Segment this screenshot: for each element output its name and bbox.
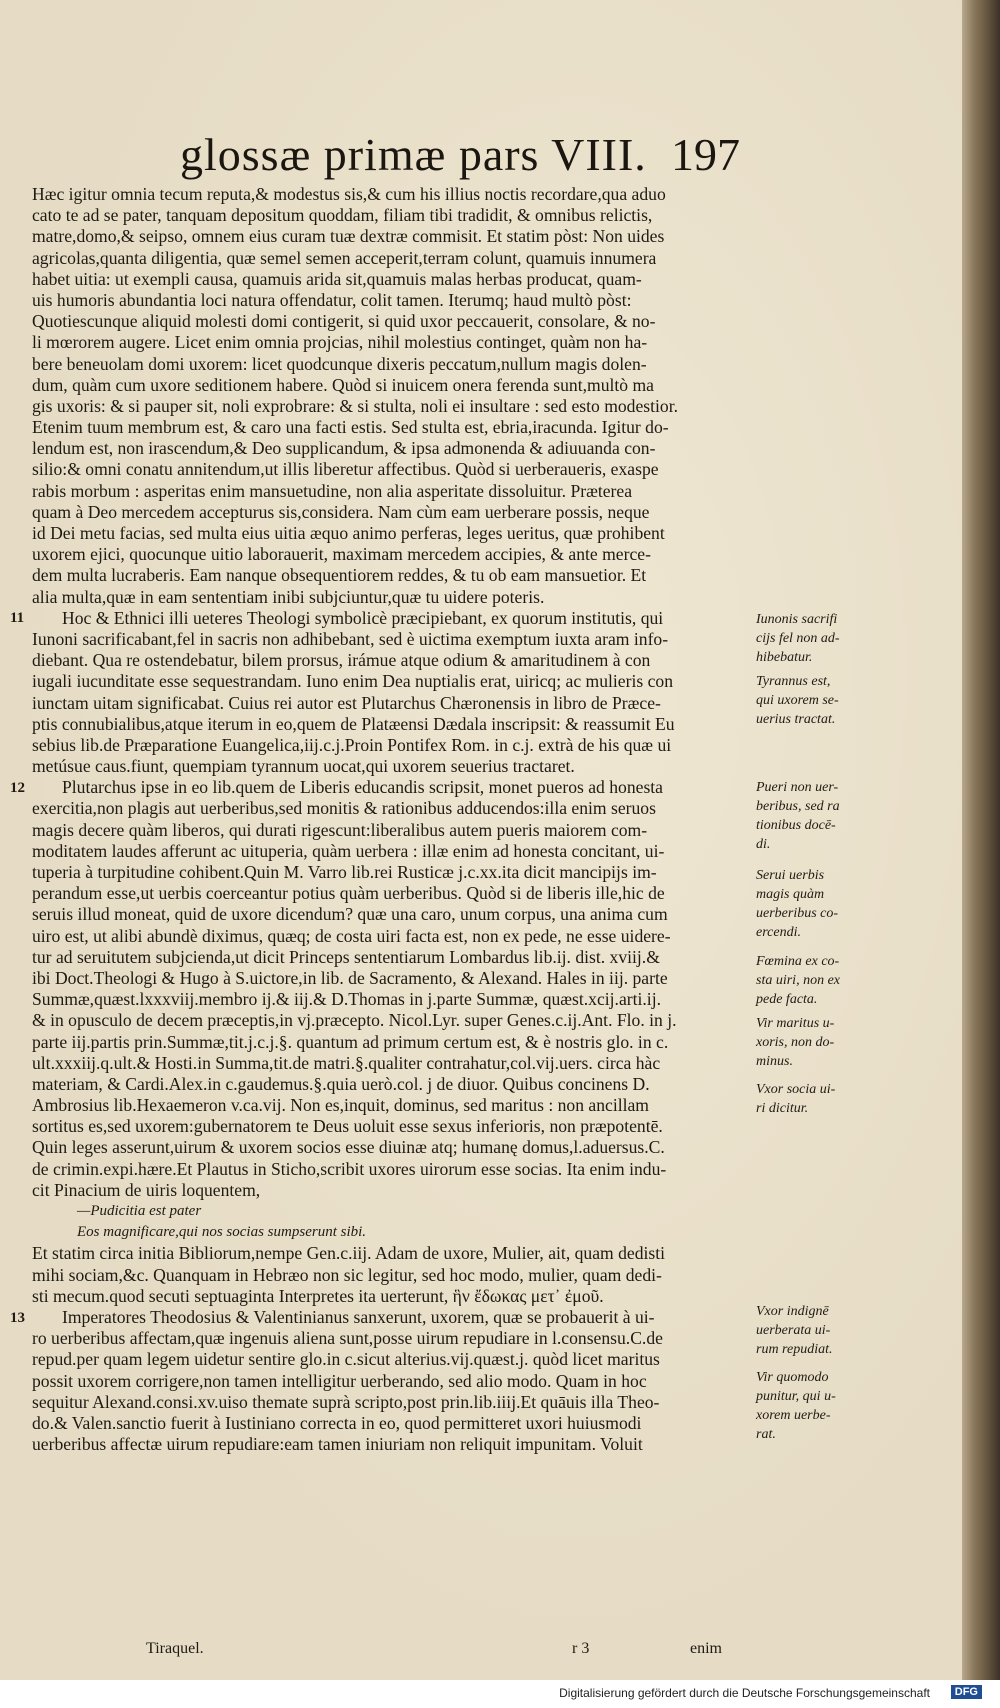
margin-note-line: Serui uerbis [756, 868, 825, 883]
margin-note [756, 778, 856, 854]
text-line: possit uxorem corrigere,non tamen intelligitur uerberando, sed alio modo. Quam in hoc [32, 1370, 647, 1391]
text-line: Eos magnificare,qui nos socias sumpserunt sibi. [77, 1224, 367, 1241]
credit-text: Digitalisierung gefördert durch die Deutsche Forschungsgemeinschaft [559, 1686, 930, 1700]
margin-note-line: Fœmina ex co- [756, 954, 840, 969]
text-line: Hoc & Ethnici illi ueteres Theologi symbolicè præcipiebant, ex quorum institutis, qui [62, 607, 664, 628]
margin-note [756, 1080, 856, 1118]
text-line: Plutarchus ipse in eo lib.quem de Liberis educandis scripsit, monet pueros ad honesta [62, 777, 663, 798]
margin-note-line: rum repudiat. [756, 1342, 833, 1357]
margin-note [756, 1014, 856, 1071]
catchword: enim [690, 1640, 722, 1657]
text-line: Summæ,quæst.lxxxviij.membro ij.& iij.& D.Thomas in j.parte Summæ, quæst.xcij.arti.ij. [32, 989, 661, 1010]
gathering-mark: r 3 [572, 1640, 590, 1657]
margin-note-line: rat. [756, 1427, 776, 1442]
margin-note-line: minus. [756, 1054, 793, 1069]
margin-note-line: di. [756, 837, 771, 852]
margin-note-line: xorem uerbe- [756, 1408, 831, 1423]
margin-note [756, 866, 856, 942]
text-line: Quotiescunque aliquid molesti domi contigerit, si quid uxor peccauerit, consolare, & no- [32, 311, 656, 332]
text-line: ibi Doct.Theologi & Hugo à S.uictore,in lib. de Sacramento, & Alexand. Hales in iij. parte [32, 967, 668, 988]
paragraph-number: 12 [10, 779, 25, 796]
margin-note [756, 672, 856, 729]
page-header [180, 128, 740, 182]
margin-note-line: Iunonis sacrifi [756, 612, 838, 627]
text-line: dum, quàm cum uxore seditionem habere. Quòd si inuicem onera ferenda sunt,multò ma [32, 374, 654, 395]
margin-note-line: magis quàm [756, 887, 825, 902]
margin-note-line: hibebatur. [756, 650, 813, 665]
margin-note [756, 610, 856, 667]
text-line: parte iij.partis prin.Summæ,tit.j.c.j.§. quantum ad primum certum est, & è nostris glo. in c. [32, 1031, 669, 1052]
text-line: bere beneuolam domi uxorem: licet quodcunque dixeris peccatum,nullum magis dolen- [32, 353, 647, 374]
text-line: de crimin.expi.hære.Et Plautus in Sticho,scribit uxores uirorum esse socias. Ita enim indu- [32, 1158, 667, 1179]
paragraph-number: 11 [10, 610, 25, 626]
margin-note-line: Tyrannus est, [756, 674, 831, 689]
text-line: Imperatores Theodosius & Valentinianus sanxerunt, uxorem, quæ se probauerit à ui- [62, 1306, 655, 1327]
margin-note-line: uerberata ui- [756, 1323, 831, 1338]
text-line: sti mecum.quod secuti septuaginta Interpretes ita uerterunt, ἣν ἔδωκας μετ᾽ ἐμοῦ. [32, 1285, 604, 1306]
text-line: Etenim tuum membrum est, & caro una facti estis. Sed stulta est, ebria,iracunda. Igitur do- [32, 417, 669, 438]
text-line: tur ad seruitutem subjcienda,ut dicit Princeps sententiarum Lombardus lib.ij. dist. xviij.& [32, 946, 660, 967]
page-edge-shadow [962, 0, 1000, 1680]
text-line: iugali iucunditate esse sequestrandam. Iuno enim Dea nuptialis erat, uiricq; ac mulieris con [32, 671, 673, 692]
margin-note-line: Vir quomodo [756, 1370, 829, 1385]
text-line: agricolas,quanta diligentia, quæ semel semen acceperit,terram colunt, quamuis innumera [32, 247, 657, 268]
text-line: li mœrorem augere. Licet enim omnia projcias, nihil molestius continget, quàm non ha- [32, 332, 648, 353]
margin-note-line: Vxor indignē [756, 1304, 829, 1319]
text-line: ult.xxxiij.q.ult.& Hosti.in Summa,tit.de matri.§.qualiter contrahatur,col.vij.uers. circa hàc [32, 1052, 661, 1073]
text-line: perandum esse,ut uerbis coerceantur potius quàm uerberibus. Quòd si de liberis ille,hic de [32, 883, 665, 904]
margin-note-line: ercendi. [756, 925, 801, 940]
text-line: Et statim circa initia Bibliorum,nempe Gen.c.iij. Adam de uxore, Mulier, ait, quam dedisti [32, 1243, 666, 1264]
text-line: Ambrosius lib.Hexaemeron v.ca.vij. Non es,inquit, dominus, sed maritus : non ancillam [32, 1095, 649, 1116]
text-line: gis uxoris: & si pauper sit, noli exprobrare: & si stulta, noli ei insultare : sed esto modestior. [32, 395, 678, 416]
margin-note-line: beribus, sed ra [756, 799, 840, 814]
margin-note [756, 952, 856, 1009]
text-line: rabis morbum : asperitas enim mansuetudine, non alia asperitate dissoluitur. Præterea [32, 480, 632, 501]
text-line: diebant. Qua re ostendebatur, bilem prorsus, irámue atque odium & amaritudinem à con [32, 650, 651, 671]
margin-note [756, 1368, 856, 1444]
text-line: do.& Valen.sanctio fuerit à Iustiniano correcta in eo, quod permitteret uxori huiusmodi [32, 1412, 642, 1433]
margin-note-line: punitur, qui u- [756, 1389, 836, 1404]
text-line: id Dei metu facias, sed multa eius uitia æquo animo perferas, leges ueritus, quæ prohibent [32, 523, 665, 543]
text-line: uerberibus affectæ uirum repudiare:eam tamen iniuriam non reliquit impunitam. Voluit [32, 1434, 643, 1455]
text-line: silio:& omni conatu annitendum,ut illis liberetur affectibus. Quòd si uerberaueris, exaspe [32, 459, 659, 480]
margin-note-line: qui uxorem se- [756, 693, 839, 708]
text-line: materiam, & Cardi.Alex.in c.gaudemus.§.quia uerò.col. j de diuor. Quibus concinens D. [32, 1073, 650, 1094]
text-line: uiro est, ut alibi abundè diximus, quæq; de costa uiri facta est, non ex pede, ne esse uidere- [32, 925, 671, 946]
text-line: sebius lib.de Præparatione Euangelica,iij.c.j.Proin Pontifex Rom. in c.j. extrà de his quæ ui [32, 734, 672, 755]
margin-note-line: Pueri non uer- [756, 780, 839, 795]
margin-note-line: uerberibus co- [756, 906, 839, 921]
text-line: iunctam uitam significabat. Cuius rei autor est Plutarchus Chæronensis in libro de Præce- [32, 692, 661, 713]
margin-note-line: Vxor socia ui- [756, 1082, 836, 1097]
text-line: tuperia à turpitudine cohibent.Quin M. Varro lib.rei Rusticæ j.c.xx.ita dicit mancipijs im- [32, 862, 657, 882]
text-line: dem multa lucraberis. Eam nanque obsequentiorem reddes, & tu ob eam mansuetior. Et [32, 565, 647, 586]
text-line: ro uerberibus affectam,quæ ingenuis aliena sunt,posse uirum repudiare in l.consensu.C.de [32, 1328, 663, 1349]
text-line: repud.per quam legem uidetur sentire glo.in c.sicut alterius.vij.quæst.j. quòd licet maritus [32, 1349, 660, 1370]
digitization-credit-bar [0, 1680, 1000, 1708]
margin-note-line: xoris, non do- [756, 1035, 835, 1050]
margin-note-line: Vir maritus u- [756, 1016, 835, 1031]
text-line: —Pudicitia est pater [77, 1203, 202, 1219]
paragraph-number: 13 [10, 1309, 25, 1326]
text-line: ptis connubialibus,atque iterum in eo,quem de Platæensi Dædala inscripsit: & reassumit Eu [32, 713, 675, 734]
margin-note-line: cijs fel non ad- [756, 631, 840, 646]
text-line: & in opusculo de decem præceptis,in vj.præcepto. Nicol.Lyr. super Genes.c.ij.Ant. Flo. in j. [32, 1010, 677, 1031]
margin-note-line: pede facta. [756, 992, 818, 1007]
text-line: cato te ad se pater, tanquam depositum quoddam, filiam tibi tradidit, & omnibus relictis, [32, 205, 653, 226]
text-line: uxorem ejici, quocunque uitio laborauerit, maximam mercedem accipies, & ante merce- [32, 544, 651, 565]
page-number: 197 [671, 129, 740, 180]
text-line: matre,domo,& seipso, omnem eius curam tuæ dextræ commisit. Et statim pòst: Non uides [32, 226, 665, 247]
text-line: mihi sociam,&c. Quanquam in Hebræo non sic legitur, sed hoc modo, mulier, quam dedi- [32, 1264, 662, 1285]
dfg-logo: DFG [951, 1685, 982, 1699]
text-line: magis decere quàm liberos, qui durati rigescunt:liberalibus autem pueris maiorem com- [32, 819, 648, 840]
text-line: lendum est, non irascendum,& Deo supplicandum, & ipsa admonenda & adiuuanda con- [32, 438, 656, 459]
signature-mark: Tiraquel. [146, 1640, 204, 1657]
text-line: seruis illud moneat, quid de uxore dicendum? quæ una caro, unum corpus, una anima cum [32, 904, 668, 925]
margin-note-line: ri dicitur. [756, 1101, 809, 1116]
text-line: metúsue caus.fiunt, quempiam tyrannum uocat,qui uxorem seuerius tractaret. [32, 756, 575, 777]
text-line: moditatem laudes afferunt ac uituperia, quàm uerbera : illæ enim ad honesta concitant, ui- [32, 840, 665, 861]
text-line: cit Pinacium de uiris loquentem, [32, 1179, 261, 1200]
text-line: habet uitia: ut exempli causa, quamuis arida sit,quamuis malas herbas producat, quam- [32, 268, 642, 289]
running-title: glossæ primæ pars VIII. [180, 129, 647, 180]
text-line: Quin leges asserunt,uirum & uxorem socios esse diuinæ atq; humanę domus,l.aduersus.C. [32, 1137, 665, 1158]
text-line: exercitia,non plagis aut uerberibus,sed monitis & rationibus adducendos:illa enim seruos [32, 798, 656, 819]
text-line: uis humoris abundantia loci natura offendatur, colit tamen. Iterumq; haud multò pòst: [32, 289, 632, 310]
text-line: sequitur Alexand.consi.xv.uiso themate suprà scripto,post prin.lib.iiij.Et quāuis illa Theo- [32, 1391, 660, 1412]
text-line: Iunoni sacrificabant,fel in sacris non adhibebant, sed è uictima exemptum iuxta aram info- [32, 628, 669, 649]
text-line: Hæc igitur omnia tecum reputa,& modestus sis,& cum his illius noctis recordare,qua aduo [32, 184, 666, 204]
margin-note-line: sta uiri, non ex [756, 973, 840, 988]
text-line: sortitus es,sed uxorem:gubernatorem te Deus uoluit esse sexus inferioris, non præpotentē. [32, 1116, 663, 1137]
text-line: quam à Deo mercedem accepturus sis,considera. Nam cùm eam uerberare possis, neque [32, 501, 650, 522]
margin-note-line: tionibus docē- [756, 818, 836, 833]
text-line: alia multa,quæ in eam sententiam inibi subjciuntur,quæ tu uidere poteris. [32, 586, 545, 607]
margin-note-line: uerius tractat. [756, 712, 836, 727]
main-text-column [10, 184, 752, 1455]
margin-note [756, 1302, 856, 1359]
